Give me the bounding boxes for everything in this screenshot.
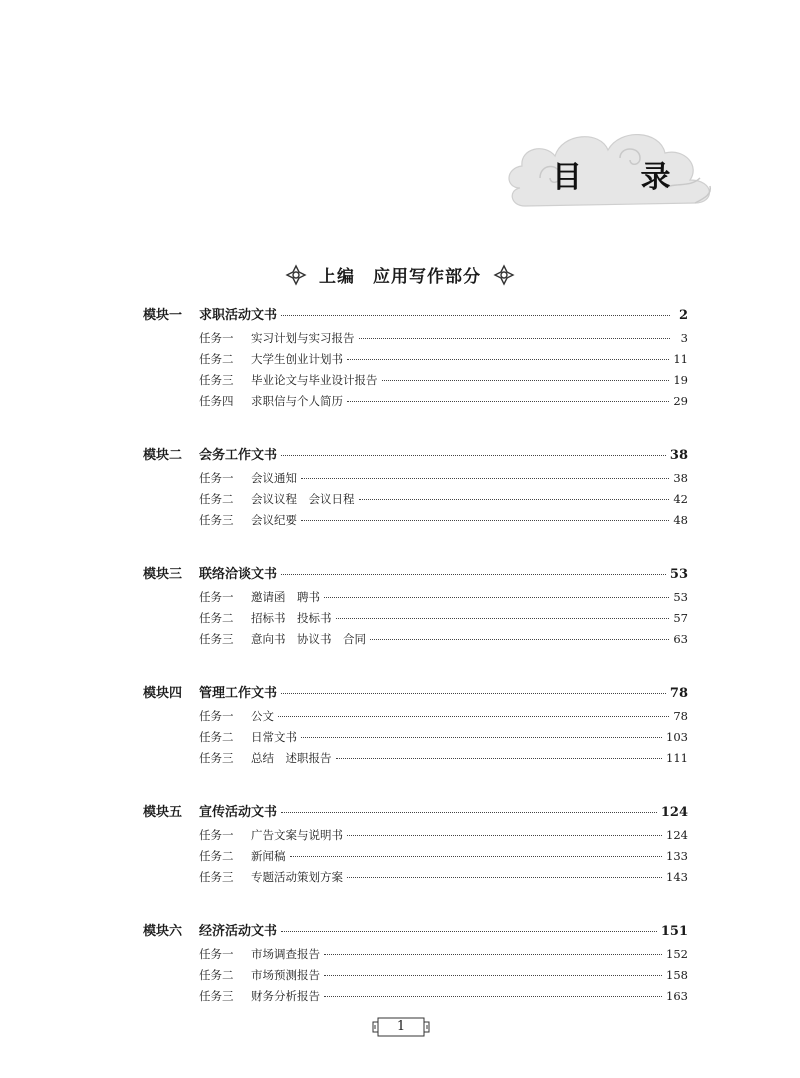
task-title: 会议纪要 [251, 513, 297, 527]
task-entry[interactable] [143, 393, 688, 414]
toc-header [500, 118, 720, 228]
module-number: 模块六 [143, 924, 183, 939]
toc-module [143, 801, 688, 890]
task-entry[interactable] [143, 470, 688, 491]
task-entry[interactable] [143, 589, 688, 610]
task-title: 财务分析报告 [251, 989, 320, 1003]
task-number: 任务三 [199, 751, 234, 765]
dot-leader [290, 856, 663, 857]
task-entry[interactable] [143, 330, 688, 351]
task-title: 会议通知 [251, 471, 297, 485]
task-number: 任务三 [199, 513, 234, 527]
task-title: 专题活动策划方案 [251, 870, 343, 884]
module-title: 联络洽谈文书 [199, 567, 278, 582]
dot-leader [281, 574, 666, 575]
task-number: 任务一 [199, 331, 234, 345]
part-title: 上编 应用写作部分 [319, 267, 481, 287]
task-title: 意向书 协议书 合同 [251, 632, 366, 646]
task-title: 毕业论文与毕业设计报告 [251, 373, 378, 387]
module-title: 宣传活动文书 [199, 805, 278, 820]
task-number: 任务一 [199, 471, 234, 485]
page-number: 78 [673, 709, 688, 723]
task-title: 会议议程 会议日程 [251, 492, 355, 506]
dot-leader [324, 975, 662, 976]
page-number: 48 [673, 513, 688, 527]
page-number: 53 [669, 567, 688, 582]
dot-leader [281, 315, 670, 316]
task-entry[interactable] [143, 988, 688, 1009]
dot-leader [347, 835, 662, 836]
module-title: 会务工作文书 [199, 448, 278, 463]
task-entry[interactable] [143, 708, 688, 729]
task-number: 任务二 [199, 352, 234, 366]
task-entry[interactable] [143, 491, 688, 512]
task-title: 总结 述职报告 [251, 751, 332, 765]
page-number: 63 [673, 632, 688, 646]
dot-leader [281, 931, 657, 932]
task-entry[interactable] [143, 610, 688, 631]
dot-leader [370, 639, 669, 640]
task-number: 任务四 [199, 394, 234, 408]
page-number: 11 [673, 352, 688, 366]
task-number: 任务三 [199, 870, 234, 884]
task-number: 任务二 [199, 492, 234, 506]
dot-leader [359, 338, 671, 339]
task-title: 求职信与个人简历 [251, 394, 343, 408]
page-number: 163 [666, 989, 688, 1003]
task-entry[interactable] [143, 750, 688, 771]
module-number: 模块一 [143, 308, 183, 323]
module-entry[interactable] [143, 682, 688, 702]
page-number: 38 [673, 471, 688, 485]
task-number: 任务一 [199, 590, 234, 604]
task-title: 招标书 投标书 [251, 611, 332, 625]
module-entry[interactable] [143, 801, 688, 821]
toc-module [143, 920, 688, 1009]
task-number: 任务一 [199, 947, 234, 961]
page-number: 151 [660, 924, 688, 939]
task-entry[interactable] [143, 351, 688, 372]
page-footer [370, 1016, 432, 1038]
dot-leader [347, 877, 662, 878]
module-title: 求职活动文书 [199, 308, 278, 323]
page-number: 42 [673, 492, 688, 506]
task-entry[interactable] [143, 946, 688, 967]
module-entry[interactable] [143, 920, 688, 940]
task-title: 新闻稿 [251, 849, 286, 863]
page-number: 133 [666, 849, 688, 863]
toc-module [143, 563, 688, 652]
page-number: 152 [666, 947, 688, 961]
page-number: 19 [673, 373, 688, 387]
task-number: 任务三 [199, 989, 234, 1003]
task-entry[interactable] [143, 631, 688, 652]
page-number: 124 [666, 828, 688, 842]
task-title: 日常文书 [251, 730, 297, 744]
module-number: 模块二 [143, 448, 183, 463]
right-ornament-icon [493, 264, 515, 286]
task-entry[interactable] [143, 372, 688, 393]
task-entry[interactable] [143, 967, 688, 988]
dot-leader [347, 401, 669, 402]
task-number: 任务二 [199, 968, 234, 982]
page-number: 158 [666, 968, 688, 982]
page-title: 目 录 [552, 160, 695, 195]
dot-leader [301, 737, 662, 738]
page-number: 143 [666, 870, 688, 884]
left-ornament-icon [285, 264, 307, 286]
dot-leader [281, 455, 666, 456]
page-number: 29 [673, 394, 688, 408]
task-entry[interactable] [143, 729, 688, 750]
page-number: 3 [680, 331, 688, 345]
task-number: 任务二 [199, 611, 234, 625]
module-number: 模块五 [143, 805, 183, 820]
table-of-contents [143, 300, 688, 1039]
dot-leader [336, 618, 670, 619]
dot-leader [281, 693, 666, 694]
page-number: 53 [673, 590, 688, 604]
toc-module [143, 444, 688, 533]
task-title: 大学生创业计划书 [251, 352, 343, 366]
page-number: 78 [669, 686, 688, 701]
task-entry[interactable] [143, 827, 688, 848]
module-entry[interactable] [143, 304, 688, 324]
dot-leader [324, 597, 669, 598]
toc-module [143, 682, 688, 771]
module-title: 经济活动文书 [199, 924, 278, 939]
dot-leader [278, 716, 669, 717]
module-entry[interactable] [143, 444, 688, 464]
task-title: 市场预测报告 [251, 968, 320, 982]
page-number: 103 [666, 730, 688, 744]
module-entry[interactable] [143, 563, 688, 583]
page-number: 2 [678, 308, 688, 323]
task-number: 任务三 [199, 632, 234, 646]
dot-leader [336, 758, 663, 759]
task-entry[interactable] [143, 512, 688, 533]
page-number: 111 [666, 751, 688, 765]
dot-leader [324, 996, 662, 997]
page-number: 124 [660, 805, 688, 820]
toc-module [143, 304, 688, 414]
task-entry[interactable] [143, 848, 688, 869]
task-number: 任务二 [199, 730, 234, 744]
task-number: 任务一 [199, 828, 234, 842]
module-title: 管理工作文书 [199, 686, 278, 701]
task-title: 实习计划与实习报告 [251, 331, 355, 345]
module-number: 模块四 [143, 686, 183, 701]
task-title: 广告文案与说明书 [251, 828, 343, 842]
module-number: 模块三 [143, 567, 183, 582]
dot-leader [324, 954, 662, 955]
dot-leader [382, 380, 670, 381]
dot-leader [301, 520, 669, 521]
task-title: 公文 [251, 709, 274, 723]
task-title: 邀请函 聘书 [251, 590, 320, 604]
task-title: 市场调查报告 [251, 947, 320, 961]
part-heading [0, 262, 800, 290]
footer-page-number: 1 [396, 1019, 406, 1034]
task-entry[interactable] [143, 869, 688, 890]
task-number: 任务二 [199, 849, 234, 863]
page-number: 38 [669, 448, 688, 463]
task-number: 任务三 [199, 373, 234, 387]
dot-leader [301, 478, 669, 479]
page-number: 57 [673, 611, 688, 625]
dot-leader [347, 359, 669, 360]
dot-leader [359, 499, 670, 500]
task-number: 任务一 [199, 709, 234, 723]
dot-leader [281, 812, 657, 813]
